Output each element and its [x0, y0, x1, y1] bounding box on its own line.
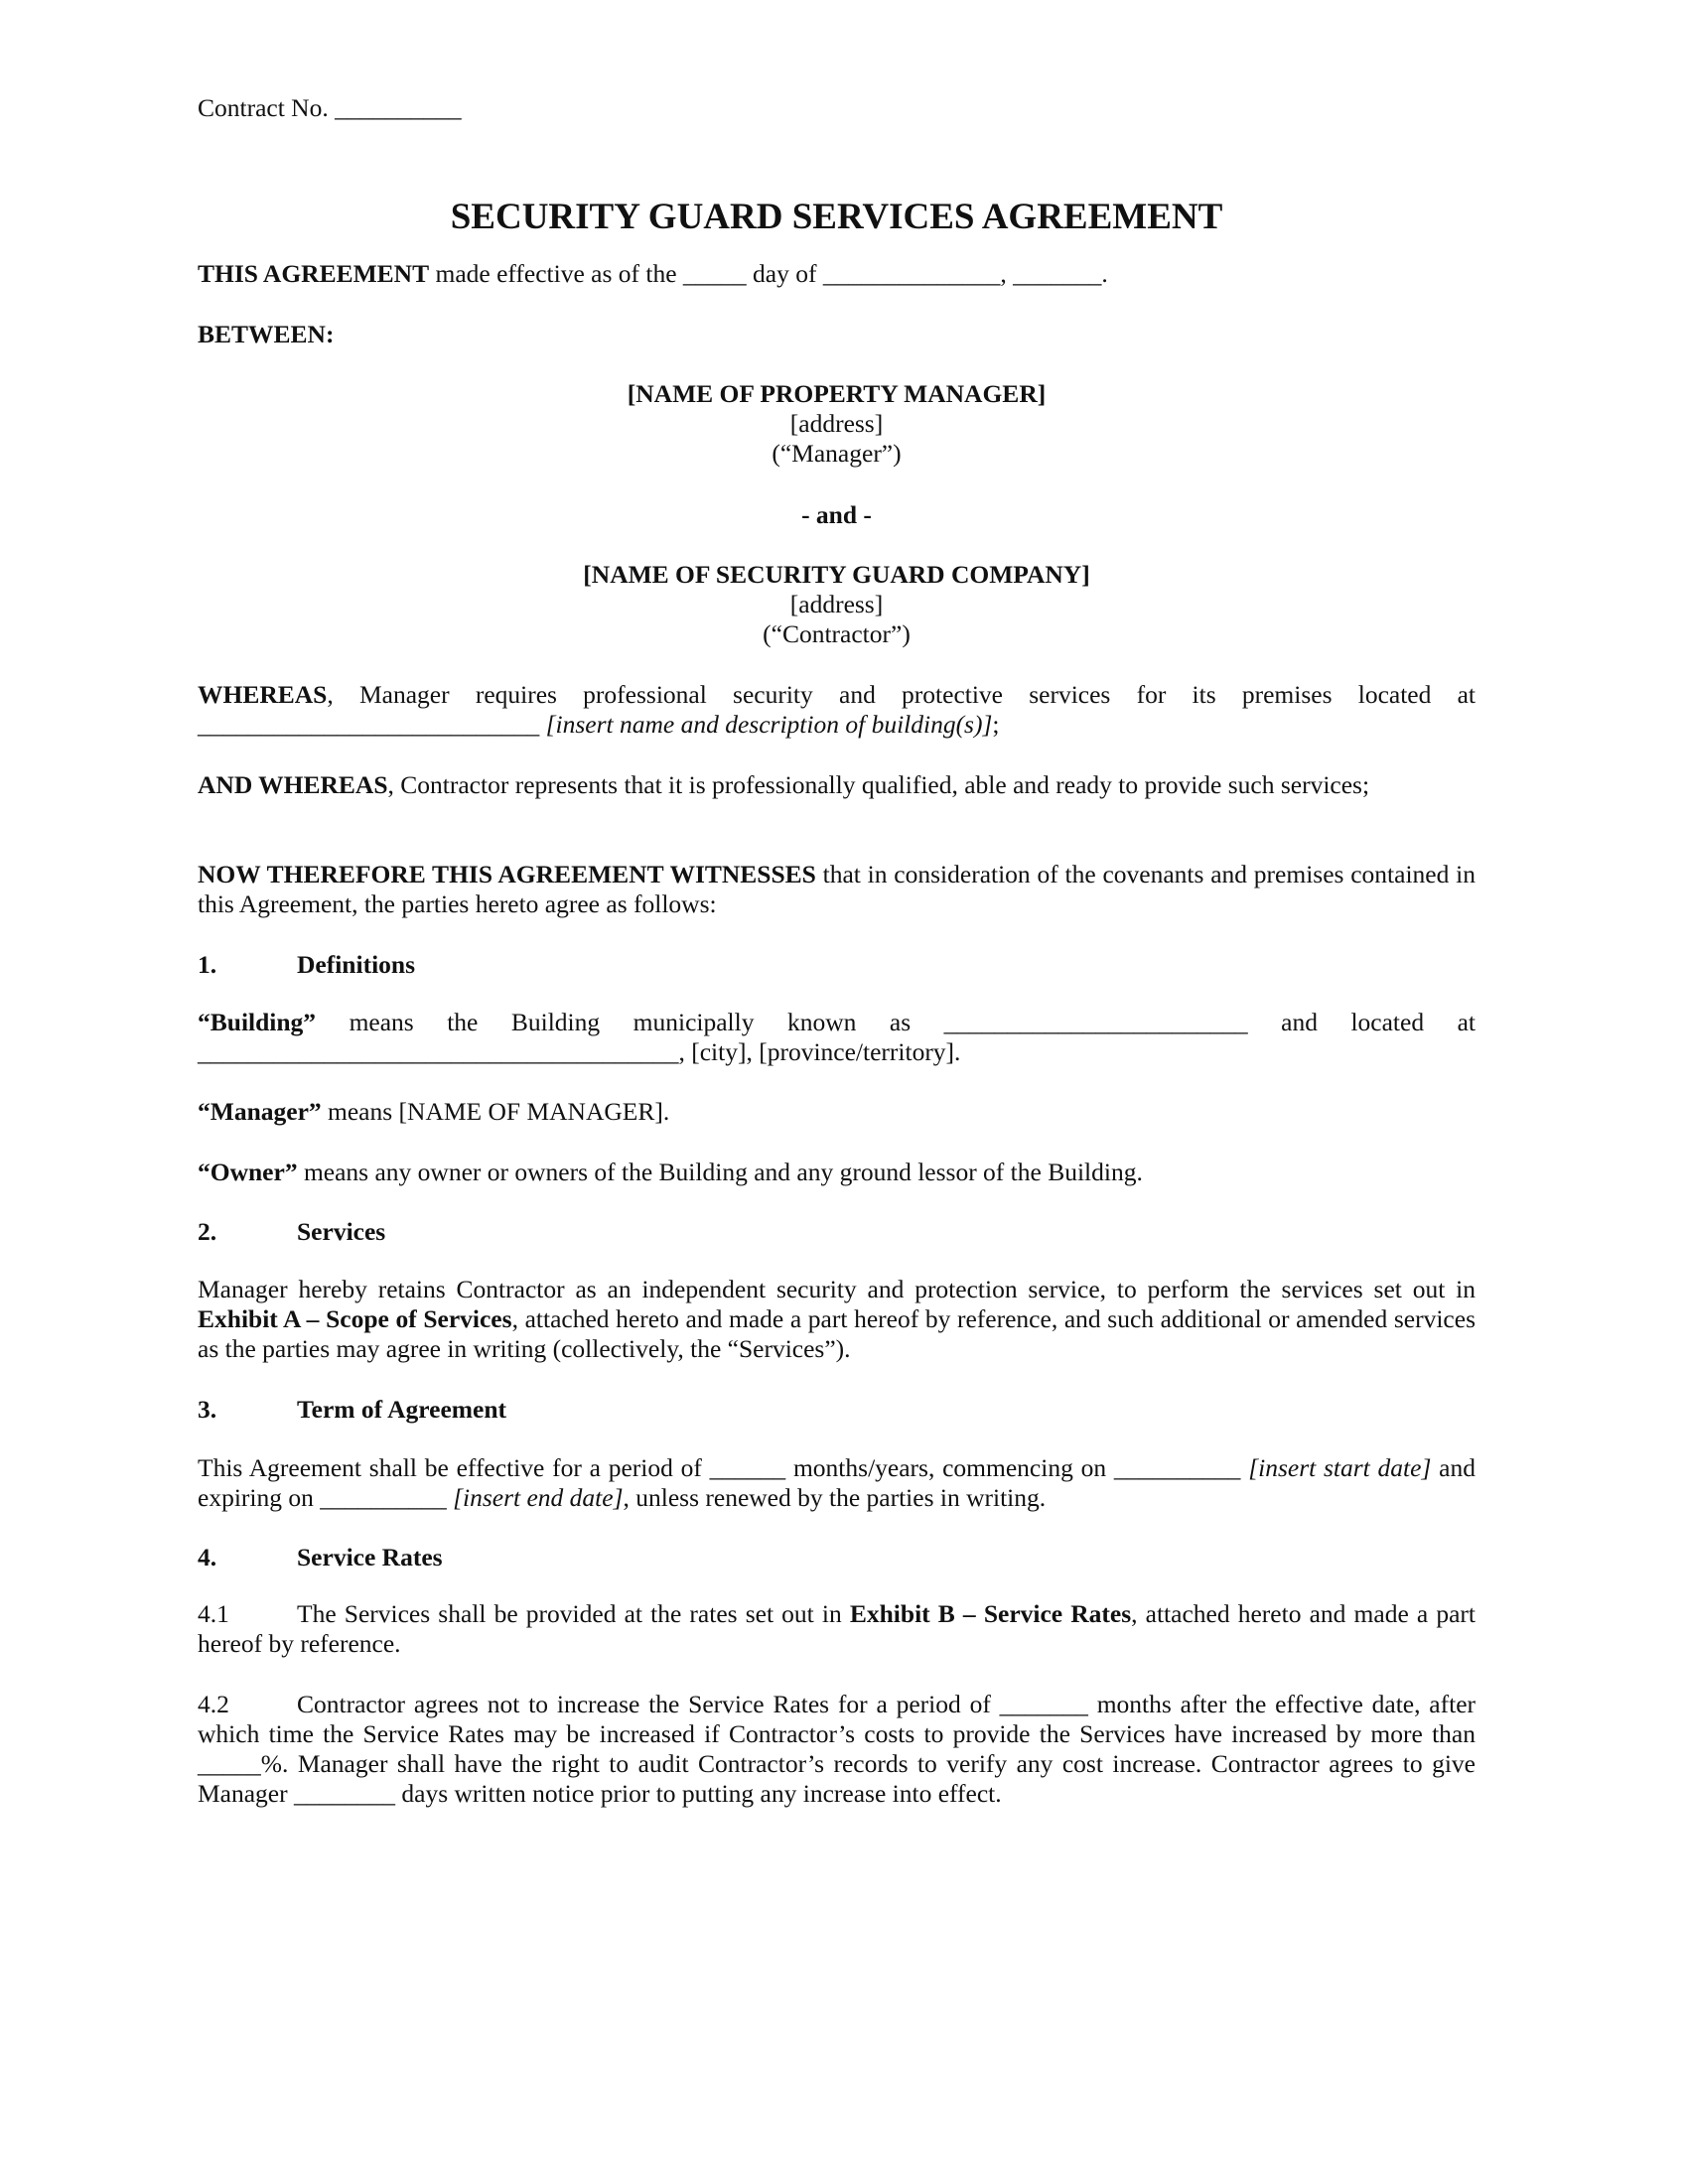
section-number: 2.: [198, 1217, 217, 1246]
and-separator: - and -: [801, 500, 872, 529]
party-contractor: [198, 560, 1476, 649]
text-run: made effective as of the _____ day of ______________, _______.: [429, 259, 1108, 288]
text-run: The Services shall be provided at the rates set out in: [297, 1599, 850, 1628]
clause-4-2: [198, 1690, 1476, 1809]
bold-text: “Building”: [198, 1008, 317, 1036]
section-title: Services: [297, 1217, 386, 1246]
section-heading-service-rates: [198, 1543, 1476, 1572]
party-contractor-address: [address]: [789, 590, 884, 618]
party-contractor-alias: (“Contractor”): [763, 619, 911, 648]
section-number: 4.: [198, 1543, 217, 1571]
whereas-clause-2: [198, 770, 1476, 800]
bold-text: Exhibit A – Scope of Services: [198, 1304, 512, 1333]
bold-text: “Owner”: [198, 1158, 298, 1186]
text-run: , unless renewed by the parties in writing.: [623, 1483, 1047, 1512]
contract-number-line: [198, 93, 1476, 123]
text-run: Manager hereby retains Contractor as an independent security and protection service, to perform the services set out in: [198, 1275, 1476, 1303]
section-title: Definitions: [297, 950, 416, 979]
bold-text: Exhibit B – Service Rates: [849, 1599, 1132, 1628]
italic-placeholder-text: [insert start date]: [1248, 1453, 1432, 1482]
bold-text: WHEREAS: [198, 680, 328, 709]
clause-4-1: [198, 1599, 1476, 1659]
clause-number: 4.1: [198, 1599, 229, 1628]
clause-text: [198, 1690, 1476, 1808]
section-number: 3.: [198, 1395, 217, 1424]
text-run: , attached hereto and made a part hereof by reference.: [198, 1599, 1476, 1658]
section-number: 1.: [198, 950, 217, 979]
section-heading-services: [198, 1217, 1476, 1247]
party-manager-name: [NAME OF PROPERTY MANAGER]: [627, 379, 1047, 408]
text-run: Contractor agrees not to increase the Service Rates for a period of _______ months after the effective date, after which time the Service Rates may be increased if Contractor’s costs to provide the Services have increased by more than _____%. Manager shall have the right to audit Contractor’s records to verify any cost increase. Contractor agrees to give Manager ________ days written notice prior to putting any increase into effect.: [198, 1690, 1476, 1808]
effective-date-line: [198, 259, 1476, 289]
bold-text: AND WHEREAS: [198, 770, 388, 799]
text-run: means [NAME OF MANAGER].: [321, 1097, 670, 1126]
witnesses-clause: [198, 860, 1476, 919]
bold-text: “Manager”: [198, 1097, 322, 1126]
text-run: Contract No. __________: [198, 93, 462, 122]
services-paragraph: [198, 1275, 1476, 1364]
party-manager: [198, 379, 1476, 469]
bold-text: BETWEEN:: [198, 320, 335, 348]
text-run: , attached hereto and made a part hereof by reference, and such additional or amended services as the parties may agree in writing (collectively, the “Services”).: [198, 1304, 1476, 1363]
text-run: that in consideration of the covenants and premises contained in this Agreement, the parties hereto agree as follows:: [198, 860, 1476, 918]
text-run: means any owner or owners of the Building and any ground lessor of the Building.: [297, 1158, 1143, 1186]
text-run: This Agreement shall be effective for a period of ______ months/years, commencing on __________: [198, 1453, 1249, 1482]
section-heading-definitions: [198, 950, 1476, 980]
bold-text: NOW THEREFORE THIS AGREEMENT WITNESSES: [198, 860, 816, 888]
section-title: Term of Agreement: [297, 1395, 507, 1424]
italic-placeholder-text: [insert end date]: [453, 1483, 624, 1512]
document-title: SECURITY GUARD SERVICES AGREEMENT: [450, 197, 1223, 237]
definition-manager: [198, 1097, 1476, 1127]
text-run: and expiring on __________: [198, 1453, 1476, 1512]
text-run: , Contractor represents that it is professionally qualified, able and ready to provide such services;: [387, 770, 1370, 799]
party-manager-alias: (“Manager”): [772, 439, 902, 468]
bold-text: THIS AGREEMENT: [198, 259, 430, 288]
between-label: [198, 320, 1476, 349]
text-run: means the Building municipally known as ________________________ and located at ______________________________________, [city], [province/territory].: [198, 1008, 1476, 1066]
party-manager-address: [address]: [789, 409, 884, 438]
italic-placeholder-text: [insert name and description of building(s)]: [545, 710, 993, 739]
whereas-clause-1: [198, 680, 1476, 740]
text-run: ;: [992, 710, 1000, 739]
clause-number: 4.2: [198, 1690, 229, 1718]
term-paragraph: [198, 1453, 1476, 1513]
party-contractor-name: [NAME OF SECURITY GUARD COMPANY]: [583, 560, 1090, 589]
section-heading-term: [198, 1395, 1476, 1425]
clause-text: [198, 1599, 1476, 1658]
definition-owner: [198, 1158, 1476, 1187]
definition-building: [198, 1008, 1476, 1067]
section-title: Service Rates: [297, 1543, 443, 1571]
text-run: , Manager requires professional security and protective services for its premises located at ___________________________: [198, 680, 1476, 739]
